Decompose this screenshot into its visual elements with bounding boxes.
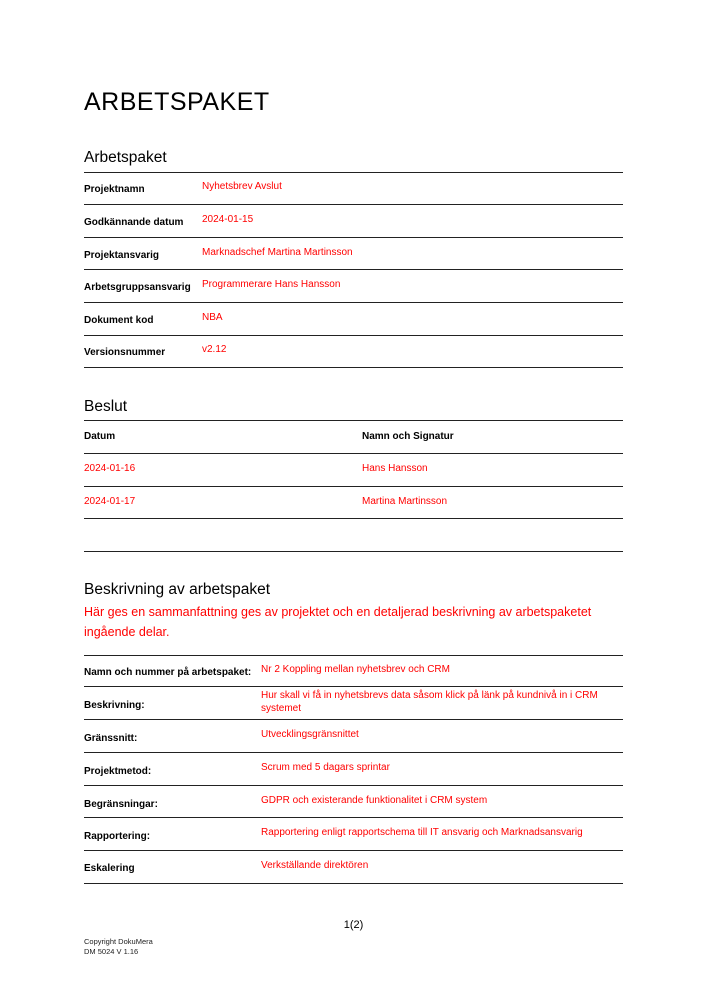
desc-row-namn-nummer [84, 655, 623, 687]
field-value: Nyhetsbrev Avslut [202, 181, 282, 192]
footer-doc-code: DM 5024 V 1.16 [84, 947, 139, 956]
section-intro-text: Här ges en sammanfattning ges av projektet och en detaljerad beskrivning av arbetspaketet ingående delar. [84, 605, 592, 639]
section-title-beskrivning: Beskrivning av arbetspaket [84, 581, 271, 598]
field-label: Godkännande datum [84, 217, 184, 228]
field-label: Projektmetod: [84, 766, 152, 777]
beslut-row-empty [84, 519, 623, 552]
field-value: Scrum med 5 dagars sprintar [261, 762, 390, 773]
field-value: v2.12 [202, 344, 227, 355]
field-value: NBA [202, 312, 223, 323]
column-header-namn-signatur: Namn och Signatur [362, 431, 454, 442]
desc-row-gransnitt [84, 720, 623, 753]
field-row-arbetsgruppsansvarig [84, 270, 623, 303]
field-label: Arbetsgruppsansvarig [84, 282, 191, 293]
desc-row-projektmetod [84, 753, 623, 786]
field-label: Projektnamn [84, 184, 145, 195]
field-label: Beskrivning: [84, 700, 145, 711]
desc-row-eskalering [84, 851, 623, 884]
field-value: Verkställande direktören [261, 860, 369, 871]
field-value: Rapportering enligt rapportschema till IT ansvarig och Marknadsansvarig [261, 827, 583, 838]
field-label: Rapportering: [84, 831, 151, 842]
field-label: Versionsnummer [84, 347, 166, 358]
field-label: Dokument kod [84, 315, 154, 326]
field-label: Begränsningar: [84, 799, 158, 810]
desc-row-rapportering [84, 818, 623, 851]
page-number: 1(2) [343, 919, 364, 931]
field-row-projektnamn [84, 172, 623, 205]
beslut-name: Hans Hansson [362, 463, 428, 474]
field-label: Gränssnitt: [84, 733, 138, 744]
beslut-row [84, 487, 623, 519]
desc-row-beskrivning [84, 687, 623, 720]
field-value: 2024-01-15 [202, 214, 254, 225]
beslut-row [84, 454, 623, 487]
field-value: Nr 2 Koppling mellan nyhetsbrev och CRM [261, 664, 450, 675]
document-title: ARBETSPAKET [84, 88, 270, 116]
field-value: Marknadschef Martina Martinsson [202, 247, 353, 258]
footer-copyright: Copyright DokuMera [84, 937, 153, 946]
field-row-godkannande-datum [84, 205, 623, 238]
beslut-header-row [84, 420, 623, 454]
column-header-datum: Datum [84, 431, 116, 442]
beslut-date: 2024-01-16 [84, 463, 136, 474]
field-value: Programmerare Hans Hansson [202, 279, 341, 290]
field-row-versionsnummer [84, 336, 623, 368]
section-title-arbetspaket: Arbetspaket [84, 149, 167, 166]
footer [84, 937, 153, 957]
field-value: Utvecklingsgränsnittet [261, 729, 359, 740]
section-title-beslut: Beslut [84, 398, 128, 415]
beslut-name: Martina Martinsson [362, 496, 448, 507]
field-label: Projektansvarig [84, 250, 160, 261]
field-row-projektansvarig [84, 238, 623, 270]
beslut-date: 2024-01-17 [84, 496, 136, 507]
field-row-dokument-kod [84, 303, 623, 336]
field-label: Namn och nummer på arbetspaket: [84, 667, 252, 678]
field-label: Eskalering [84, 863, 135, 874]
field-value: GDPR och existerande funktionalitet i CRM system [261, 795, 488, 806]
field-value: Hur skall vi få in nyhetsbrevs data såsom klick på länk på kundnivå in i CRM systemet [261, 690, 598, 714]
desc-row-begransningar [84, 786, 623, 818]
